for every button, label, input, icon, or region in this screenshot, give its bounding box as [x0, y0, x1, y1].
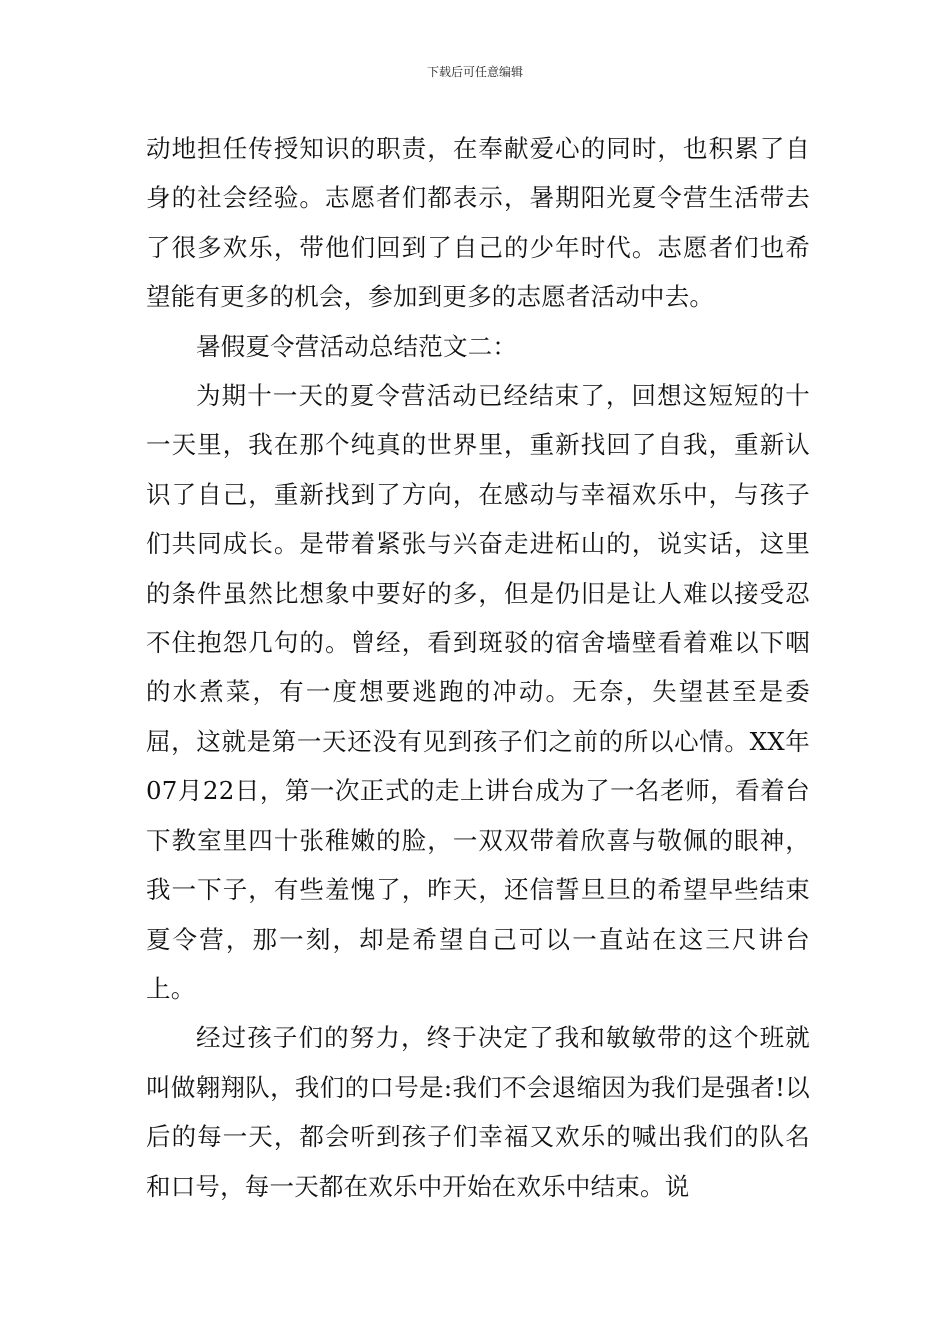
page-header: 下载后可任意编辑	[426, 65, 523, 79]
document-body	[146, 124, 810, 1211]
paragraph-continuation: 动地担任传授知识的职责，在奉献爱心的同时，也积累了自身的社会经验。志愿者们都表示，暑期阳光夏令营生活带去了很多欢乐，带他们回到了自己的少年时代。志愿者们也希望能有更多的机会，参加到更多的志愿者活动中去。	[146, 134, 810, 312]
paragraph: 经过孩子们的努力，终于决定了我和敏敏带的这个班就叫做翱翔队，我们的口号是:我们不会退缩因为我们是强者!以后的每一天，都会听到孩子们幸福又欢乐的喊出我们的队名和口号，每一天都在欢乐中开始在欢乐中结束。说	[146, 1023, 810, 1201]
paragraph: 为期十一天的夏令营活动已经结束了，回想这短短的十一天里，我在那个纯真的世界里，重新找回了自我，重新认识了自己，重新找到了方向，在感动与幸福欢乐中，与孩子们共同成长。是带着紧张与兴奋走进柘山的，说实话，这里的条件虽然比想象中要好的多，但是仍旧是让人难以接受忍不住抱怨几句的。曾经，看到斑驳的宿舍墙壁看着难以下咽的水煮菜，有一度想要逃跑的冲动。无奈，失望甚至是委屈，这就是第一天还没有见到孩子们之前的所以心情。XX年07月22日，第一次正式的走上讲台成为了一名老师，看着台下教室里四十张稚嫩的脸，一双双带着欣喜与敬佩的眼神，我一下子，有些羞愧了，昨天，还信誓旦旦的希望早些结束夏令营，那一刻，却是希望自己可以一直站在这三尺讲台上。	[146, 381, 810, 1003]
section-heading: 暑假夏令营活动总结范文二：	[196, 331, 518, 361]
